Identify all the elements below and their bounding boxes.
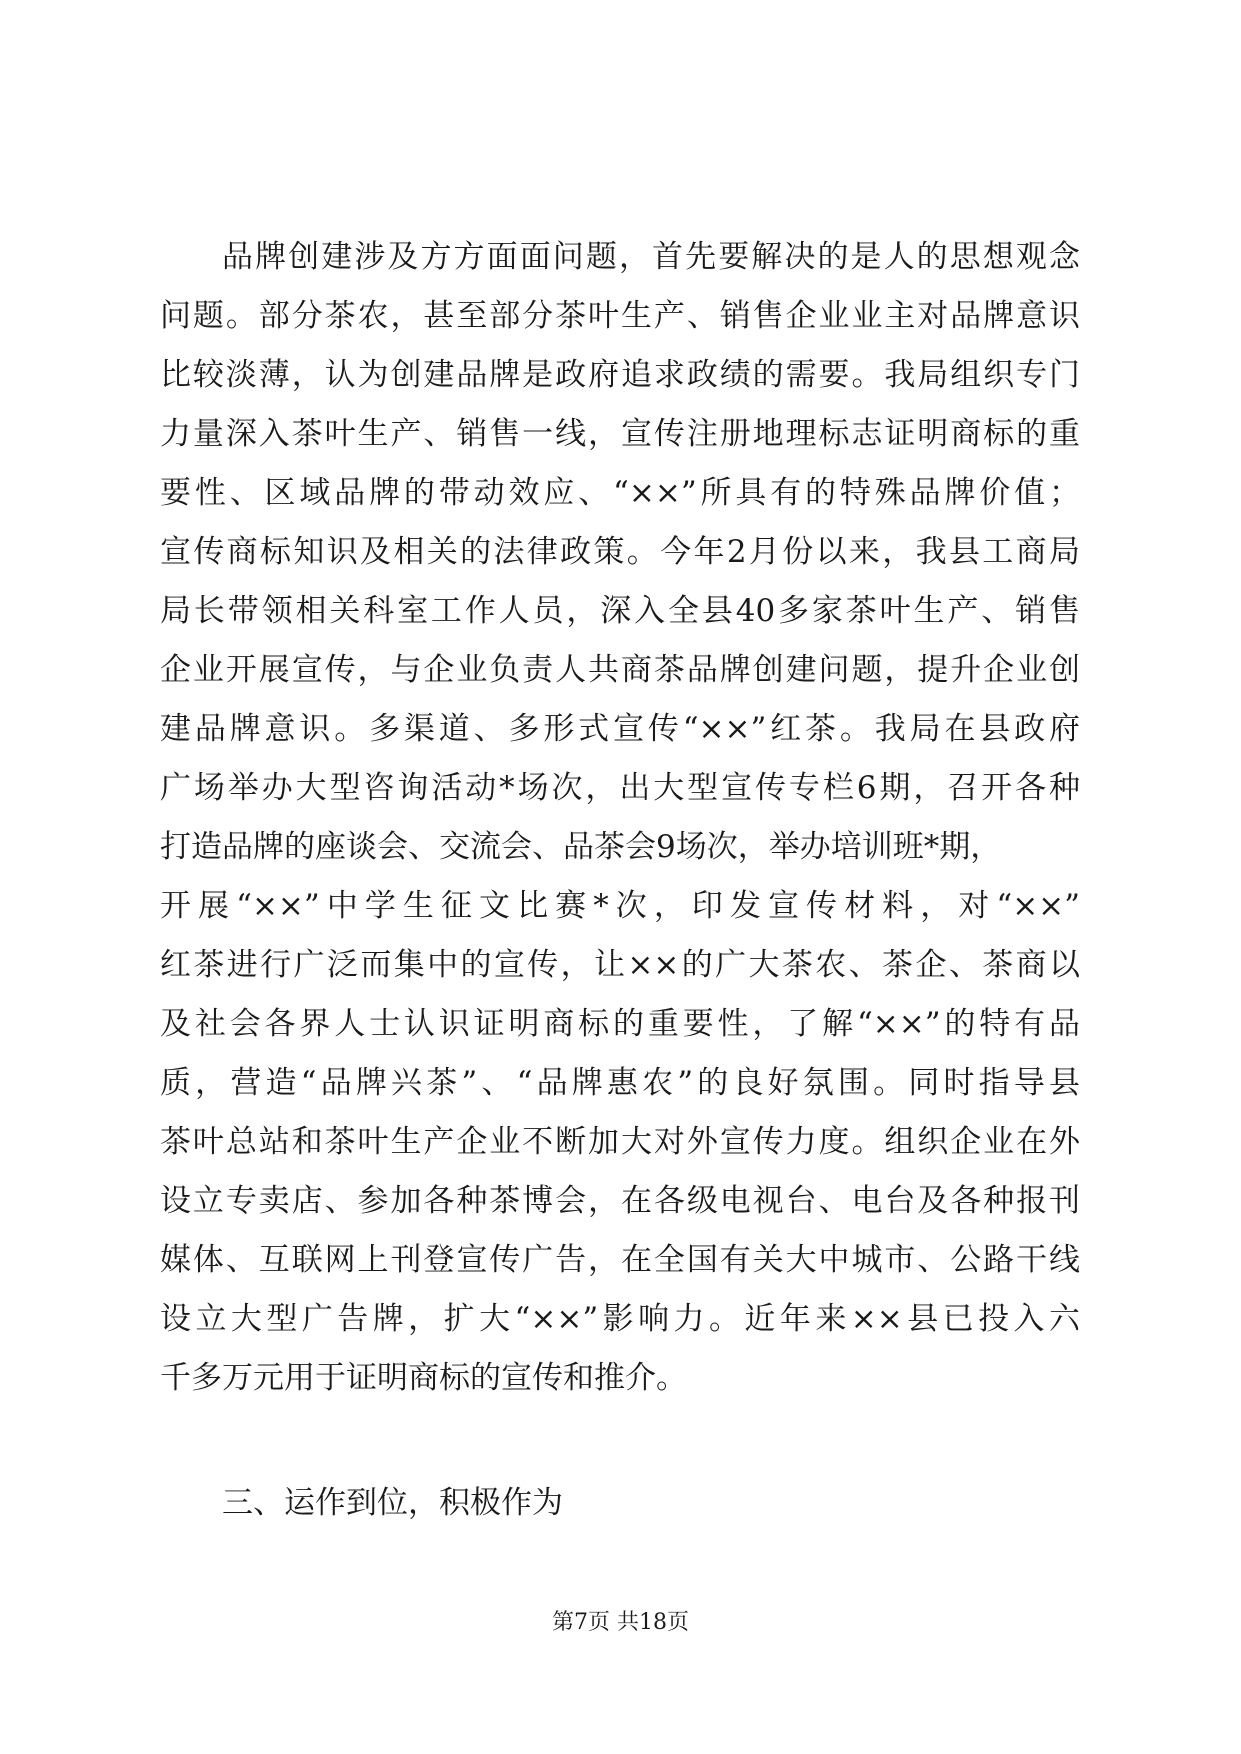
paragraph-line: 质，营造“品牌兴茶”、“品牌惠农”的良好氛围。同时指导县 <box>160 1065 1080 1101</box>
paragraph-line: 比较淡薄，认为创建品牌是政府追求政绩的需要。我局组织专门 <box>160 357 1080 393</box>
paragraph-line: 打造品牌的座谈会、交流会、品茶会9场次，举办培训班*期， <box>160 829 1002 865</box>
paragraph-line: 建品牌意识。多渠道、多形式宣传“××”红茶。我局在县政府 <box>160 711 1080 747</box>
paragraph-line: 设立大型广告牌，扩大“××”影响力。近年来××县已投入六 <box>160 1301 1080 1337</box>
body-paragraph <box>160 228 1080 1408</box>
paragraph-line: 宣传商标知识及相关的法律政策。今年2月份以来，我县工商局 <box>160 534 1080 570</box>
paragraph-line: 红茶进行广泛而集中的宣传，让××的广大茶农、茶企、茶商以 <box>160 947 1080 983</box>
page-footer: 第7页 共18页 <box>552 1610 689 1635</box>
paragraph-line: 品牌创建涉及方方面面问题，首先要解决的是人的思想观念 <box>222 239 1080 275</box>
paragraph-line: 茶叶总站和茶叶生产企业不断加大对外宣传力度。组织企业在外 <box>160 1124 1080 1160</box>
paragraph-line: 广场举办大型咨询活动*场次，出大型宣传专栏6期，召开各种 <box>160 770 1080 806</box>
paragraph-line: 企业开展宣传，与企业负责人共商茶品牌创建问题，提升企业创 <box>160 652 1080 688</box>
paragraph-line: 开展“××”中学生征文比赛*次，印发宣传材料，对“××” <box>160 888 1080 924</box>
paragraph-line: 媒体、互联网上刊登宣传广告，在全国有关大中城市、公路干线 <box>160 1242 1080 1278</box>
section-heading: 三、运作到位，积极作为 <box>222 1485 563 1521</box>
paragraph-line: 及社会各界人士认识证明商标的重要性，了解“××”的特有品 <box>160 1006 1080 1042</box>
paragraph-line: 局长带领相关科室工作人员，深入全县40多家茶叶生产、销售 <box>160 593 1080 629</box>
paragraph-line: 千多万元用于证明商标的宣传和推介。 <box>160 1360 687 1396</box>
paragraph-line: 要性、区域品牌的带动效应、“××”所具有的特殊品牌价值； <box>160 475 1080 511</box>
paragraph-line: 问题。部分茶农，甚至部分茶叶生产、销售企业业主对品牌意识 <box>160 298 1080 334</box>
paragraph-line: 力量深入茶叶生产、销售一线，宣传注册地理标志证明商标的重 <box>160 416 1080 452</box>
paragraph-line: 设立专卖店、参加各种茶博会，在各级电视台、电台及各种报刊 <box>160 1183 1080 1219</box>
